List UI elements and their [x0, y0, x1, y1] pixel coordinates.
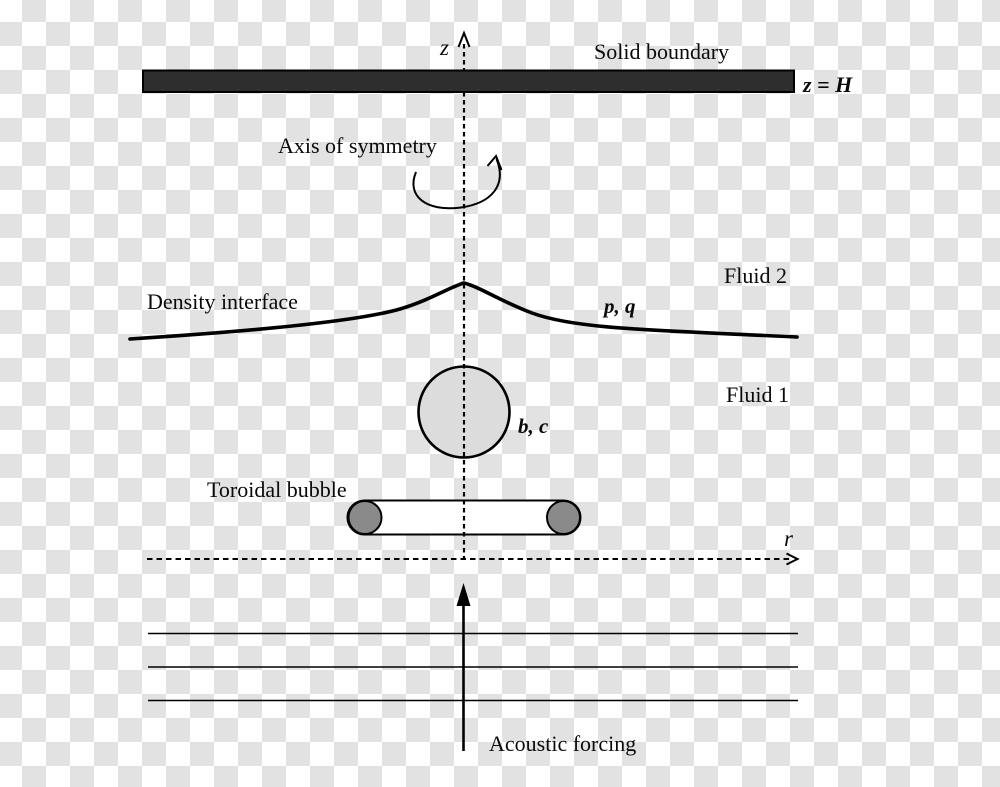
- z-equals-h-label: z = H: [803, 72, 853, 97]
- axis-of-symmetry-label: Axis of symmetry: [278, 133, 437, 158]
- p-q-label: p, q: [604, 294, 636, 318]
- b-c-label: b, c: [518, 414, 549, 438]
- torus-cross-section-left: [349, 501, 382, 534]
- torus-cross-section-right: [547, 501, 580, 534]
- fluid-1-label: Fluid 1: [726, 382, 789, 407]
- fluid-2-label: Fluid 2: [724, 263, 787, 288]
- r-axis-label: r: [784, 526, 793, 551]
- z-axis-label: z: [440, 35, 449, 60]
- rotation-arrow: [413, 159, 499, 208]
- solid-boundary-bar: [143, 71, 794, 93]
- acoustic-forcing-label: Acoustic forcing: [489, 731, 637, 756]
- density-interface-label: Density interface: [147, 289, 298, 314]
- solid-boundary-label: Solid boundary: [594, 39, 730, 64]
- toroidal-bubble-label: Toroidal bubble: [207, 477, 347, 502]
- acoustic-forcing-arrowhead: [457, 583, 471, 606]
